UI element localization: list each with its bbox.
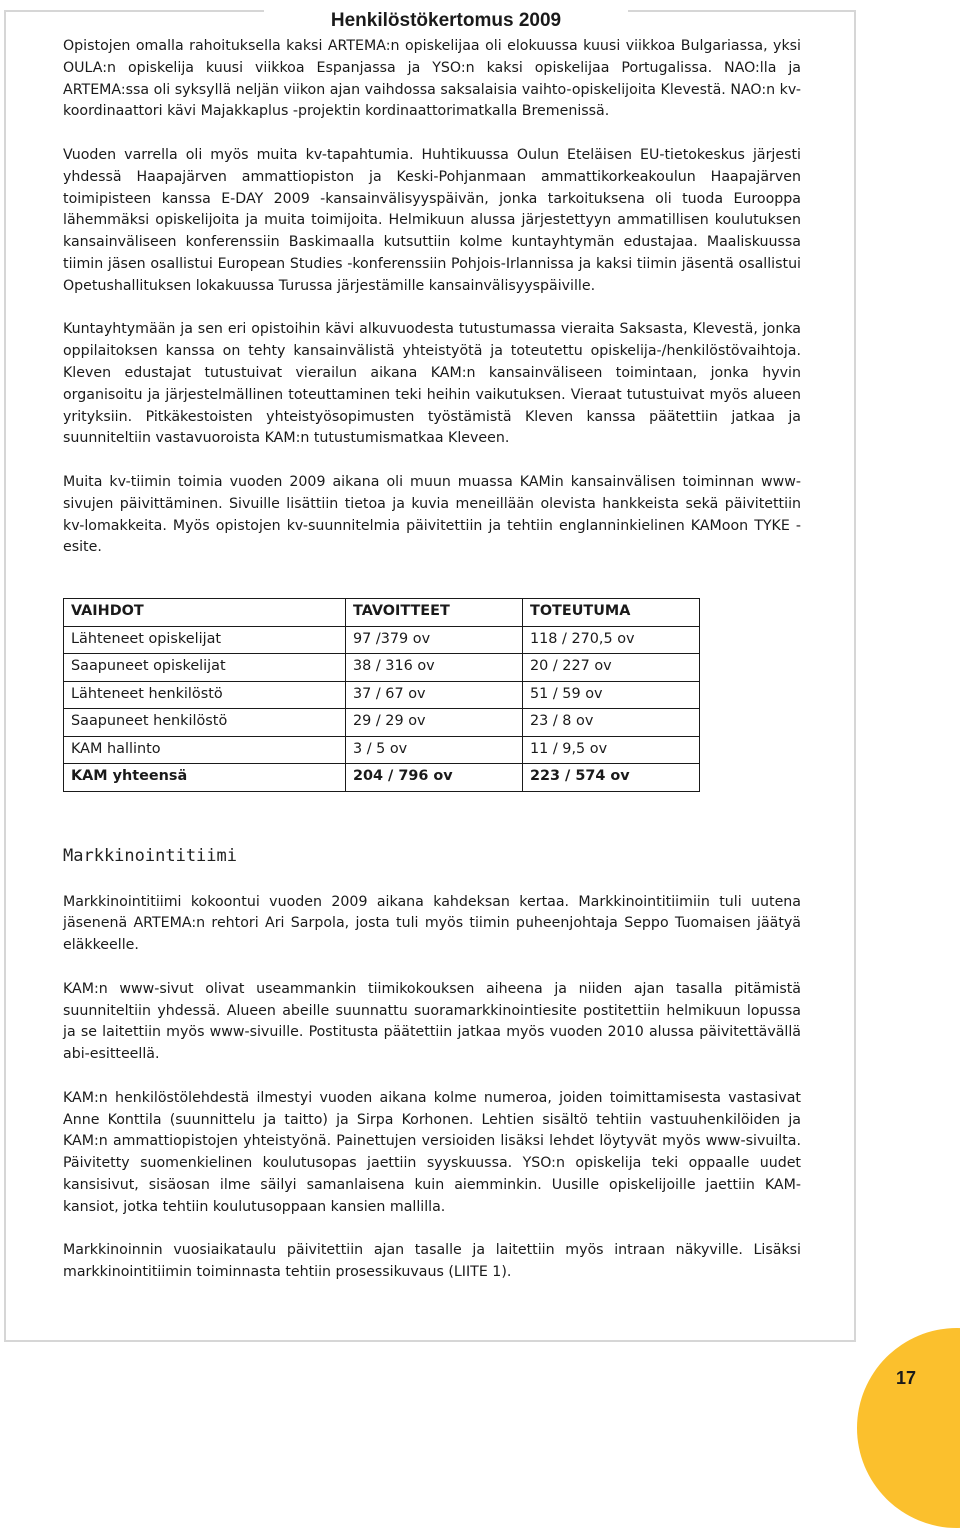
page-number-badge xyxy=(857,1328,960,1528)
column-header: TOTEUTUMA xyxy=(523,599,700,627)
paragraph: Muita kv-tiimin toimia vuoden 2009 aikana oli muun muassa KAMin kansainvälisen toiminnan www-sivujen päivittäminen. Sivuille lisättiin tietoa ja kuvia meneillään olevista hankkeista sekä päivitettiin kv-lomakkeita. Myös opistojen kv-suunnitelmia päivitettiin ja tehtiin englanninkielinen KAMoon TYKE -esite. xyxy=(63,473,801,556)
table-row xyxy=(64,681,700,709)
table-cell: 20 / 227 ov xyxy=(523,654,700,682)
table-cell: 204 / 796 ov xyxy=(346,764,523,792)
paragraph: KAM:n www-sivut olivat useammankin tiimikokouksen aiheena ja niiden ajan tasalla pitämistä suunniteltiin yhdessä. Alueen abeille suunnattu suoramarkkinointiesite postitettiin helmikuun lopussa ja se laitettiin myös www-sivuille. Postitusta päätettiin jatkaa myös vuoden 2010 alussa päivitettävällä abi-esitteellä. xyxy=(63,980,801,1063)
table-row xyxy=(64,626,700,654)
table-cell: 37 / 67 ov xyxy=(346,681,523,709)
table-row xyxy=(64,654,700,682)
table-cell: KAM hallinto xyxy=(64,736,346,764)
paragraph: Vuoden varrella oli myös muita kv-tapahtumia. Huhtikuussa Oulun Eteläisen EU-tietokeskus järjesti yhdessä Haapajärven ammattiopiston ja Keski-Pohjanmaan ammattikorkeakoulun Haapajärven toimipisteen kanssa E-DAY 2009 -kansainvälisyyspäivän, jonka tarkoituksena oli tuoda Eurooppa lähemmäksi opiskelijoita ja muita toimijoita. Helmikuun alussa järjestettyyn ammatillisen koulutuksen kansainväliseen konferenssiin Baskimaalla kutsuttiin kolme kuntayhtymän edustajaa. Maaliskuussa tiimin jäsen osallistui European Studies -konferenssiin Pohjois-Irlannissa ja kaksi tiimin jäsentä osallistui Opetushallituksen lokakuussa Turussa järjestämille kansainvälisyyspäiville. xyxy=(63,146,801,294)
table-cell: 51 / 59 ov xyxy=(523,681,700,709)
table-header-row xyxy=(64,599,700,627)
page-number: 17 xyxy=(895,1368,917,1388)
table-cell: KAM yhteensä xyxy=(64,764,346,792)
paragraph: KAM:n henkilöstölehdestä ilmestyi vuoden aikana kolme numeroa, joiden toimittamisesta vastasivat Anne Konttila (suunnittelu ja taitto) ja Sirpa Korhonen. Lehtien sisältö tehtiin vastuuhenkilöiden ja KAM:n ammattiopistojen yhteistyönä. Painettujen versioiden lisäksi lehdet löytyvät myös www-sivuilta. Päivitetty suomenkielinen koulutusopas jaettiin syyskuussa. YSO:n opiskelija teki oppaalle uudet kansisivut, sisäosan ilme säilyi samanlaisena kuin aiemminkin. Uusille opiskelijoille jaettiin KAM-kansiot, jotka tehtiin koulutusoppaan kansien mallilla. xyxy=(63,1089,801,1215)
column-header: TAVOITTEET xyxy=(346,599,523,627)
exchange-stats-table xyxy=(63,598,700,792)
table-cell: 23 / 8 ov xyxy=(523,709,700,737)
table-row xyxy=(64,736,700,764)
column-header: VAIHDOT xyxy=(64,599,346,627)
paragraph: Kuntayhtymään ja sen eri opistoihin kävi alkuvuodesta tutustumassa vieraita Saksasta, Klevestä, jonka oppilaitoksen kanssa on tehty kansainvälistä yhteistyötä ja toteutettu opiskelija-/henkilöstövaihtoja. Kleven edustajat tutustuivat vierailun aikana KAM:n kansainväliseen toimintaan, jonka hyvin organisoitu ja järjestelmällinen toteuttaminen teki heihin vaikutuksen. Vieraat tutustuivat myös alueen yrityksiin. Pitkäkestoisten yhteistyösopimusten työstämistä Kleven kanssa päätettiin jatkaa ja suunniteltiin vastavuoroista KAM:n tutustumismatkaa Kleveen. xyxy=(63,321,801,447)
table-cell: 97 /379 ov xyxy=(346,626,523,654)
table-cell: 223 / 574 ov xyxy=(523,764,700,792)
table-cell: Saapuneet opiskelijat xyxy=(64,654,346,682)
table-cell: 29 / 29 ov xyxy=(346,709,523,737)
table-cell: Lähteneet opiskelijat xyxy=(64,626,346,654)
table-cell: 118 / 270,5 ov xyxy=(523,626,700,654)
paragraph: Markkinoinnin vuosiaikataulu päivitettiin ajan tasalle ja laitettiin myös intraan näkyville. Lisäksi markkinointitiimin toiminnasta tehtiin prosessikuvaus (LIITE 1). xyxy=(63,1242,801,1281)
table-cell: 38 / 316 ov xyxy=(346,654,523,682)
table-cell: 3 / 5 ov xyxy=(346,736,523,764)
table-row xyxy=(64,709,700,737)
section-title: Markkinointitiimi xyxy=(63,845,237,866)
table-cell: Saapuneet henkilöstö xyxy=(64,709,346,737)
table-total-row xyxy=(64,764,700,792)
paragraph: Markkinointitiimi kokoontui vuoden 2009 aikana kahdeksan kertaa. Markkinointitiimiin tuli uutena jäsenenä ARTEMA:n rehtori Ari Sarpola, josta tuli myös tiimin puheenjohtaja Seppo Tuomaisen jäätyä eläkkeelle. xyxy=(63,893,801,954)
paragraph: Opistojen omalla rahoituksella kaksi ARTEMA:n opiskelijaa oli elokuussa kuusi viikkoa Bulgariassa, yksi OULA:n opiskelija kuusi viikkoa Espanjassa ja YSO:n kaksi opiskelijaa Portugalissa. NAO:lla ja ARTEMA:ssa oli syksyllä neljän viikon ajan vaihdossa saksalaisia vaihto-opiskelijoita Klevestä. NAO:n kv-koordinaattori kävi Majakkaplus -projektin kordinaattorimatkalla Bremenissä. xyxy=(63,38,801,120)
table-cell: Lähteneet henkilöstö xyxy=(64,681,346,709)
page-header-title: Henkilöstökertomus 2009 xyxy=(264,10,628,32)
main-content xyxy=(63,36,801,1306)
table-cell: 11 / 9,5 ov xyxy=(523,736,700,764)
